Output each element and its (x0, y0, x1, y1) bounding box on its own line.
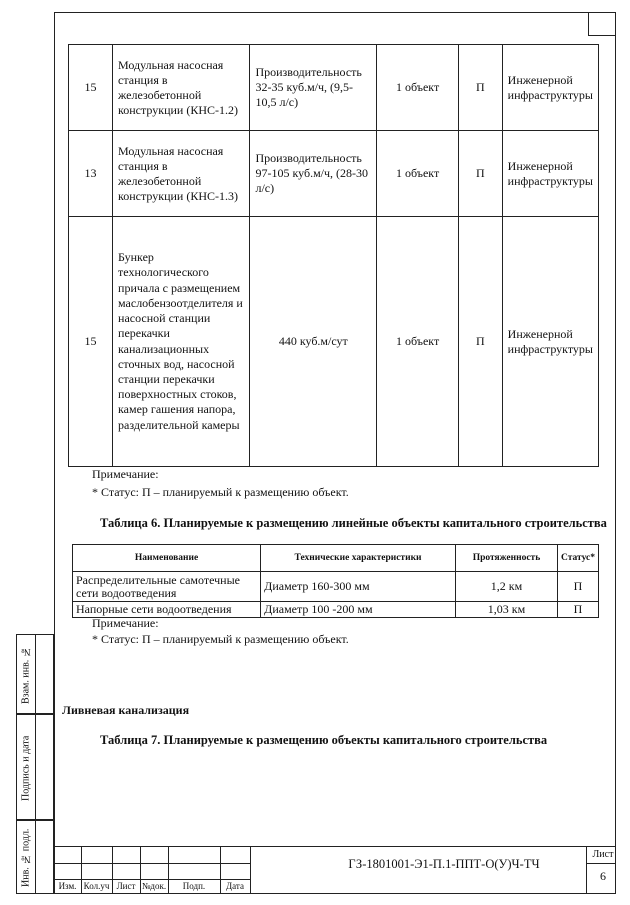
network-name: Напорные сети водоотведения (73, 602, 261, 618)
object-category: Инженерной инфраструктуры (502, 217, 598, 467)
table7-caption: Таблица 7. Планируемые к размещению объекты капитального строительства (100, 733, 548, 747)
note-text: * Статус: П – планируемый к размещению объект. (92, 485, 349, 499)
object-volume: 1 объект (377, 217, 459, 467)
objects-table (68, 44, 599, 467)
title-col-label: Кол.уч (83, 881, 110, 891)
linear-objects-table (72, 544, 599, 618)
object-name: Бункер технологического причала с размещением маслобензоотделителя и насосной станции перекачки канализационных сточных вод, насосной станции перекачки поверхностных стоков, камер гашения напора, разделительной камеры (113, 217, 250, 467)
network-name: Распределительные самотечные сети водоотведения (73, 572, 261, 602)
side-stamp-replace (16, 634, 54, 714)
object-name: Модульная насосная станция в железобетонной конструкции (КНС-1.3) (113, 131, 250, 217)
title-col-label: Дата (226, 881, 244, 891)
object-name: Модульная насосная станция в железобетонной конструкции (КНС-1.2) (113, 45, 250, 131)
side-stamp-inventory (16, 820, 54, 894)
sheet-label: Лист (592, 849, 614, 860)
object-category: Инженерной инфраструктуры (502, 131, 598, 217)
note-title: Примечание: (92, 616, 159, 630)
title-col-label: №док. (141, 881, 167, 891)
network-status: П (558, 572, 599, 602)
table-row (69, 217, 599, 467)
col-header-characteristics: Технические характеристики (261, 545, 456, 572)
network-characteristics: Диаметр 100 -200 мм (261, 602, 456, 618)
note-text: * Статус: П – планируемый к размещению объект. (92, 632, 349, 646)
object-volume: 1 объект (377, 131, 459, 217)
title-col-label: Подп. (182, 881, 206, 891)
network-characteristics: Диаметр 160-300 мм (261, 572, 456, 602)
document-code: ГЗ-1801001-Э1-П.1-ППТ-О(У)Ч-ТЧ (348, 857, 540, 871)
row-number: 15 (69, 45, 113, 131)
table-row (69, 131, 599, 217)
corner-box (588, 12, 616, 36)
col-header-length: Протяженность (455, 545, 557, 572)
col-header-name: Наименование (73, 545, 261, 572)
network-length: 1,2 км (455, 572, 557, 602)
title-col-label: Изм. (58, 881, 77, 891)
row-number: 13 (69, 131, 113, 217)
object-status: П (459, 217, 503, 467)
network-status: П (558, 602, 599, 618)
title-block (54, 846, 616, 894)
row-number: 15 (69, 217, 113, 467)
side-label: Подпись и дата (20, 735, 32, 801)
title-col-label: Лист (116, 881, 136, 891)
table6-caption: Таблица 6. Планируемые к размещению линейные объекты капитального строительства (100, 516, 607, 530)
network-length: 1,03 км (455, 602, 557, 618)
object-category: Инженерной инфраструктуры (502, 45, 598, 131)
object-characteristics: Производительность 97-105 куб.м/ч, (28-30 л/с) (250, 131, 377, 217)
side-label: Взам. инв. № (20, 646, 32, 704)
object-characteristics: 440 куб.м/сут (250, 217, 377, 467)
object-characteristics: Производительность 32-35 куб.м/ч, (9,5-10,5 л/с) (250, 45, 377, 131)
section-title: Ливневая канализация (62, 703, 190, 717)
table-row (69, 45, 599, 131)
sheet-number: 6 (600, 869, 606, 883)
side-stamp-signature (16, 714, 54, 820)
object-volume: 1 объект (377, 45, 459, 131)
col-header-status: Статус* (558, 545, 599, 572)
side-label: Инв. № подл. (20, 828, 32, 888)
object-status: П (459, 45, 503, 131)
table-row (73, 572, 599, 602)
note-title: Примечание: (92, 467, 159, 481)
object-status: П (459, 131, 503, 217)
table-header-row (73, 545, 599, 572)
